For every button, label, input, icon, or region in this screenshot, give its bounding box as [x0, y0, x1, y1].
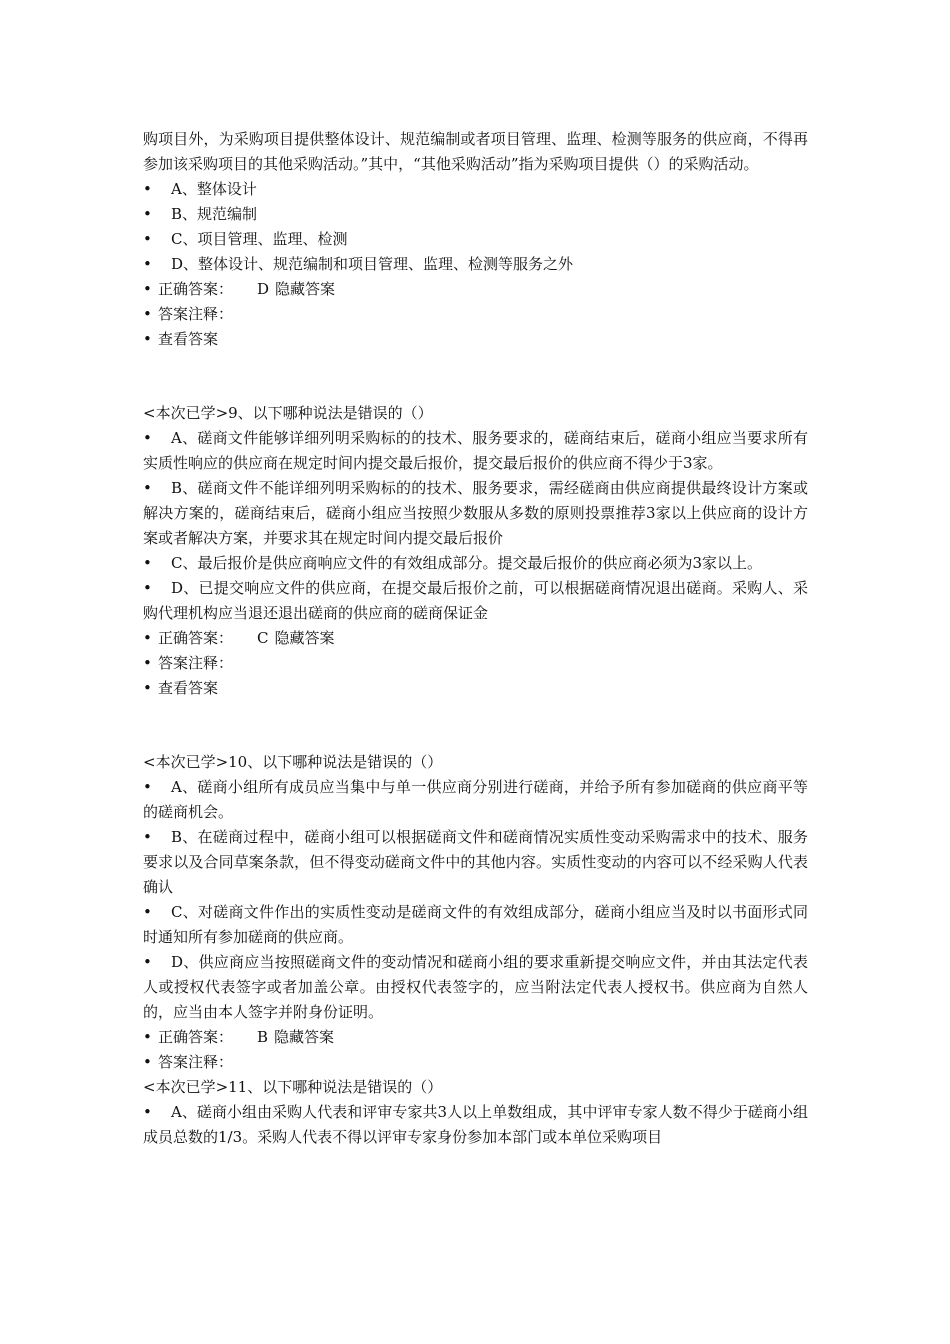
option-a: • A、整体设计	[143, 180, 257, 198]
q10-correct-answer-line: • 正确答案： B 隐藏答案	[143, 1025, 808, 1050]
correct-answer-line: • 正确答案： D 隐藏答案	[143, 277, 808, 302]
question-fragment-text: 购项目外，为采购项目提供整体设计、规范编制或者项目管理、监理、检测等服务的供应商，不得再参加该采购项目的其他采购活动。”其中，“其他采购活动”指为采购项目提供（）的采购活动。	[143, 130, 808, 173]
q10-hide-answer-link[interactable]: 隐藏答案	[274, 1028, 335, 1046]
q9-option-b: • B、磋商文件不能详细列明采购标的的技术、服务要求，需经磋商由供应商提供最终设计方案或解决方案的，磋商结束后，磋商小组应当按照少数服从多数的原则投票推荐3家以上供应商的设计方案或者解决方案，并要求其在规定时间内提交最后报价	[143, 479, 808, 547]
question-10-title: <本次已学>10、以下哪种说法是错误的（）	[143, 753, 443, 771]
q10-option-c: • C、对磋商文件作出的实质性变动是磋商文件的有效组成部分，磋商小组应当及时以书面形式同时通知所有参加磋商的供应商。	[143, 903, 808, 946]
q10-answer-note: • 答案注释：	[143, 1053, 234, 1071]
q10-correct-answer: B	[257, 1028, 269, 1046]
document-page	[143, 127, 808, 1150]
answer-note: • 答案注释：	[143, 305, 234, 323]
q9-answer-note: • 答案注释：	[143, 654, 234, 672]
question-11-title: <本次已学>11、以下哪种说法是错误的（）	[143, 1078, 443, 1096]
correct-answer: D	[257, 280, 270, 298]
question-9-title: <本次已学>9、以下哪种说法是错误的（）	[143, 404, 433, 422]
view-answer-line: • 查看答案	[143, 330, 219, 348]
q9-view-answer-link[interactable]: 查看答案	[158, 679, 219, 697]
q9-option-c: • C、最后报价是供应商响应文件的有效组成部分。提交最后报价的供应商必须为3家以上。	[143, 554, 763, 572]
q9-correct-answer-line: • 正确答案： C 隐藏答案	[143, 626, 808, 651]
q9-view-answer-line: • 查看答案	[143, 679, 219, 697]
option-c: • C、项目管理、监理、检测	[143, 230, 348, 248]
option-d: • D、整体设计、规范编制和项目管理、监理、检测等服务之外	[143, 255, 574, 273]
q11-option-a: • A、磋商小组由采购人代表和评审专家共3人以上单数组成，其中评审专家人数不得少于磋商小组成员总数的1/3。采购人代表不得以评审专家身份参加本部门或本单位采购项目	[143, 1103, 808, 1146]
q9-option-d: • D、已提交响应文件的供应商，在提交最后报价之前，可以根据磋商情况退出磋商。采购人、采购代理机构应当退还退出磋商的供应商的磋商保证金	[143, 579, 808, 622]
q10-option-a: • A、磋商小组所有成员应当集中与单一供应商分别进行磋商，并给予所有参加磋商的供应商平等的磋商机会。	[143, 778, 808, 821]
q9-hide-answer-link[interactable]: 隐藏答案	[274, 629, 335, 647]
q9-option-a: • A、磋商文件能够详细列明采购标的的技术、服务要求的，磋商结束后，磋商小组应当要求所有实质性响应的供应商在规定时间内提交最后报价，提交最后报价的供应商不得少于3家。	[143, 429, 808, 472]
option-b: • B、规范编制	[143, 205, 258, 223]
q10-option-d: • D、供应商应当按照磋商文件的变动情况和磋商小组的要求重新提交响应文件，并由其法定代表人或授权代表签字或者加盖公章。由授权代表签字的，应当附法定代表人授权书。供应商为自然人的，应当由本人签字并附身份证明。	[143, 953, 808, 1021]
q10-option-b: • B、在磋商过程中，磋商小组可以根据磋商文件和磋商情况实质性变动采购需求中的技术、服务要求以及合同草案条款，但不得变动磋商文件中的其他内容。实质性变动的内容可以不经采购人代表确认	[143, 828, 808, 896]
hide-answer-link[interactable]: 隐藏答案	[275, 280, 336, 298]
q9-correct-answer: C	[257, 629, 269, 647]
view-answer-link[interactable]: 查看答案	[158, 330, 219, 348]
